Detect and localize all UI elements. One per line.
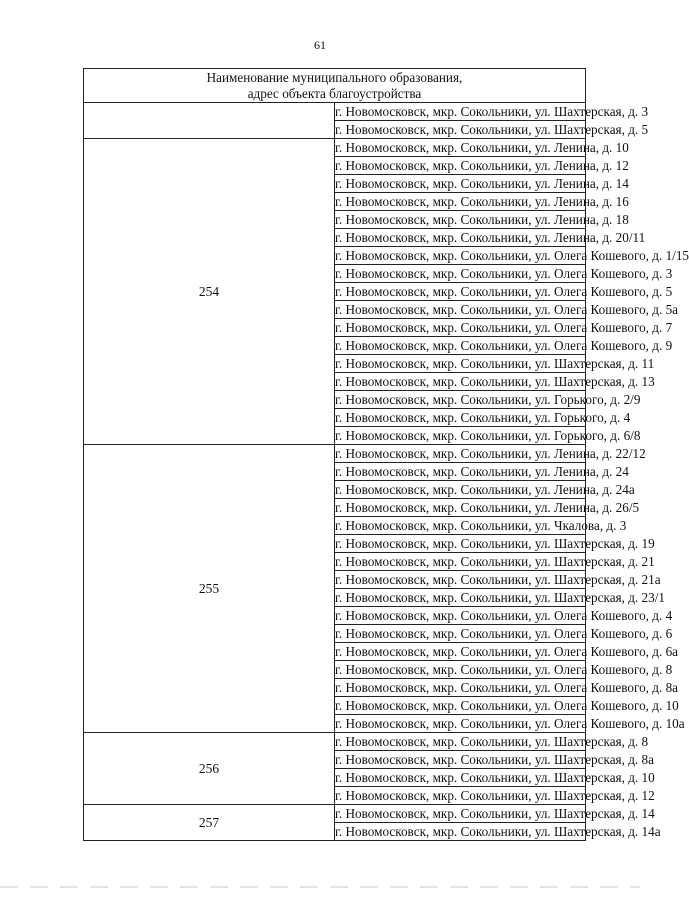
address-cell: г. Новомосковск, мкр. Сокольники, ул. Олега Кошевого, д. 3 [335,265,673,281]
address-cell: г. Новомосковск, мкр. Сокольники, ул. Ленина, д. 26/5 [335,499,640,515]
address-cell: г. Новомосковск, мкр. Сокольники, ул. Шахтерская, д. 8а [335,751,654,767]
address-cell: г. Новомосковск, мкр. Сокольники, ул. Олега Кошевого, д. 5а [335,301,679,317]
address-cell: г. Новомосковск, мкр. Сокольники, ул. Шахтерская, д. 11 [335,355,655,371]
address-cell: г. Новомосковск, мкр. Сокольники, ул. Ленина, д. 24 [335,463,629,479]
address-cell: г. Новомосковск, мкр. Сокольники, ул. Шахтерская, д. 5 [335,121,649,137]
scan-noise-line [0,886,640,888]
address-cell: г. Новомосковск, мкр. Сокольники, ул. Шахтерская, д. 13 [335,373,655,389]
address-cell: г. Новомосковск, мкр. Сокольники, ул. Олега Кошевого, д. 5 [335,283,673,299]
address-cell: г. Новомосковск, мкр. Сокольники, ул. Ленина, д. 24а [335,481,635,497]
table-row [84,139,586,157]
address-cell: г. Новомосковск, мкр. Сокольники, ул. Ленина, д. 22/12 [335,445,646,461]
table-row [84,733,586,751]
address-cell: г. Новомосковск, мкр. Сокольники, ул. Ленина, д. 10 [335,139,629,155]
address-cell: г. Новомосковск, мкр. Сокольники, ул. Олега Кошевого, д. 10а [335,715,685,731]
page-number: 61 [314,38,326,52]
address-cell: г. Новомосковск, мкр. Сокольники, ул. Ленина, д. 14 [335,175,629,191]
group-number: 257 [84,805,335,841]
address-cell: г. Новомосковск, мкр. Сокольники, ул. Олега Кошевого, д. 6 [335,625,673,641]
table-row [84,103,586,121]
address-cell: г. Новомосковск, мкр. Сокольники, ул. Горького, д. 4 [335,409,631,425]
address-cell: г. Новомосковск, мкр. Сокольники, ул. Шахтерская, д. 3 [335,103,649,119]
address-cell: г. Новомосковск, мкр. Сокольники, ул. Олега Кошевого, д. 9 [335,337,673,353]
group-number: 255 [84,445,335,733]
header-line-2: адрес объекта благоустройства [247,85,422,101]
address-cell: г. Новомосковск, мкр. Сокольники, ул. Шахтерская, д. 12 [335,787,655,803]
address-cell: г. Новомосковск, мкр. Сокольники, ул. Ленина, д. 20/11 [335,229,646,245]
address-cell: г. Новомосковск, мкр. Сокольники, ул. Шахтерская, д. 21а [335,571,661,587]
address-cell: г. Новомосковск, мкр. Сокольники, ул. Олега Кошевого, д. 4 [335,607,673,623]
table-header [84,69,586,103]
address-cell: г. Новомосковск, мкр. Сокольники, ул. Горького, д. 2/9 [335,391,641,407]
address-cell: г. Новомосковск, мкр. Сокольники, ул. Олега Кошевого, д. 8а [335,679,679,695]
group-number: 256 [84,733,335,805]
address-cell: г. Новомосковск, мкр. Сокольники, ул. Олега Кошевого, д. 10 [335,697,679,713]
address-cell: г. Новомосковск, мкр. Сокольники, ул. Шахтерская, д. 14 [335,805,655,821]
header-line-1: Наименование муниципального образования, [206,69,463,85]
address-cell: г. Новомосковск, мкр. Сокольники, ул. Ленина, д. 16 [335,193,629,209]
address-cell: г. Новомосковск, мкр. Сокольники, ул. Олега Кошевого, д. 8 [335,661,673,677]
address-cell: г. Новомосковск, мкр. Сокольники, ул. Олега Кошевого, д. 1/15 [335,247,689,263]
group-number: 254 [84,139,335,445]
address-cell: г. Новомосковск, мкр. Сокольники, ул. Горького, д. 6/8 [335,427,641,443]
address-cell: г. Новомосковск, мкр. Сокольники, ул. Шахтерская, д. 21 [335,553,655,569]
table-header-row [84,69,586,103]
address-cell: г. Новомосковск, мкр. Сокольники, ул. Олега Кошевого, д. 7 [335,319,673,335]
address-cell: г. Новомосковск, мкр. Сокольники, ул. Ленина, д. 18 [335,211,629,227]
address-table [83,68,689,841]
address-cell: г. Новомосковск, мкр. Сокольники, ул. Шахтерская, д. 8 [335,733,649,749]
address-cell: г. Новомосковск, мкр. Сокольники, ул. Ленина, д. 12 [335,157,629,173]
table-row [84,805,586,823]
address-cell: г. Новомосковск, мкр. Сокольники, ул. Чкалова, д. 3 [335,517,627,533]
table-body [84,103,689,841]
table-row [84,445,586,463]
address-cell: г. Новомосковск, мкр. Сокольники, ул. Олега Кошевого, д. 6а [335,643,679,659]
address-cell: г. Новомосковск, мкр. Сокольники, ул. Шахтерская, д. 23/1 [335,589,665,605]
address-cell: г. Новомосковск, мкр. Сокольники, ул. Шахтерская, д. 19 [335,535,655,551]
address-cell: г. Новомосковск, мкр. Сокольники, ул. Шахтерская, д. 14а [335,823,661,839]
group-number [84,103,335,139]
address-cell: г. Новомосковск, мкр. Сокольники, ул. Шахтерская, д. 10 [335,769,655,785]
